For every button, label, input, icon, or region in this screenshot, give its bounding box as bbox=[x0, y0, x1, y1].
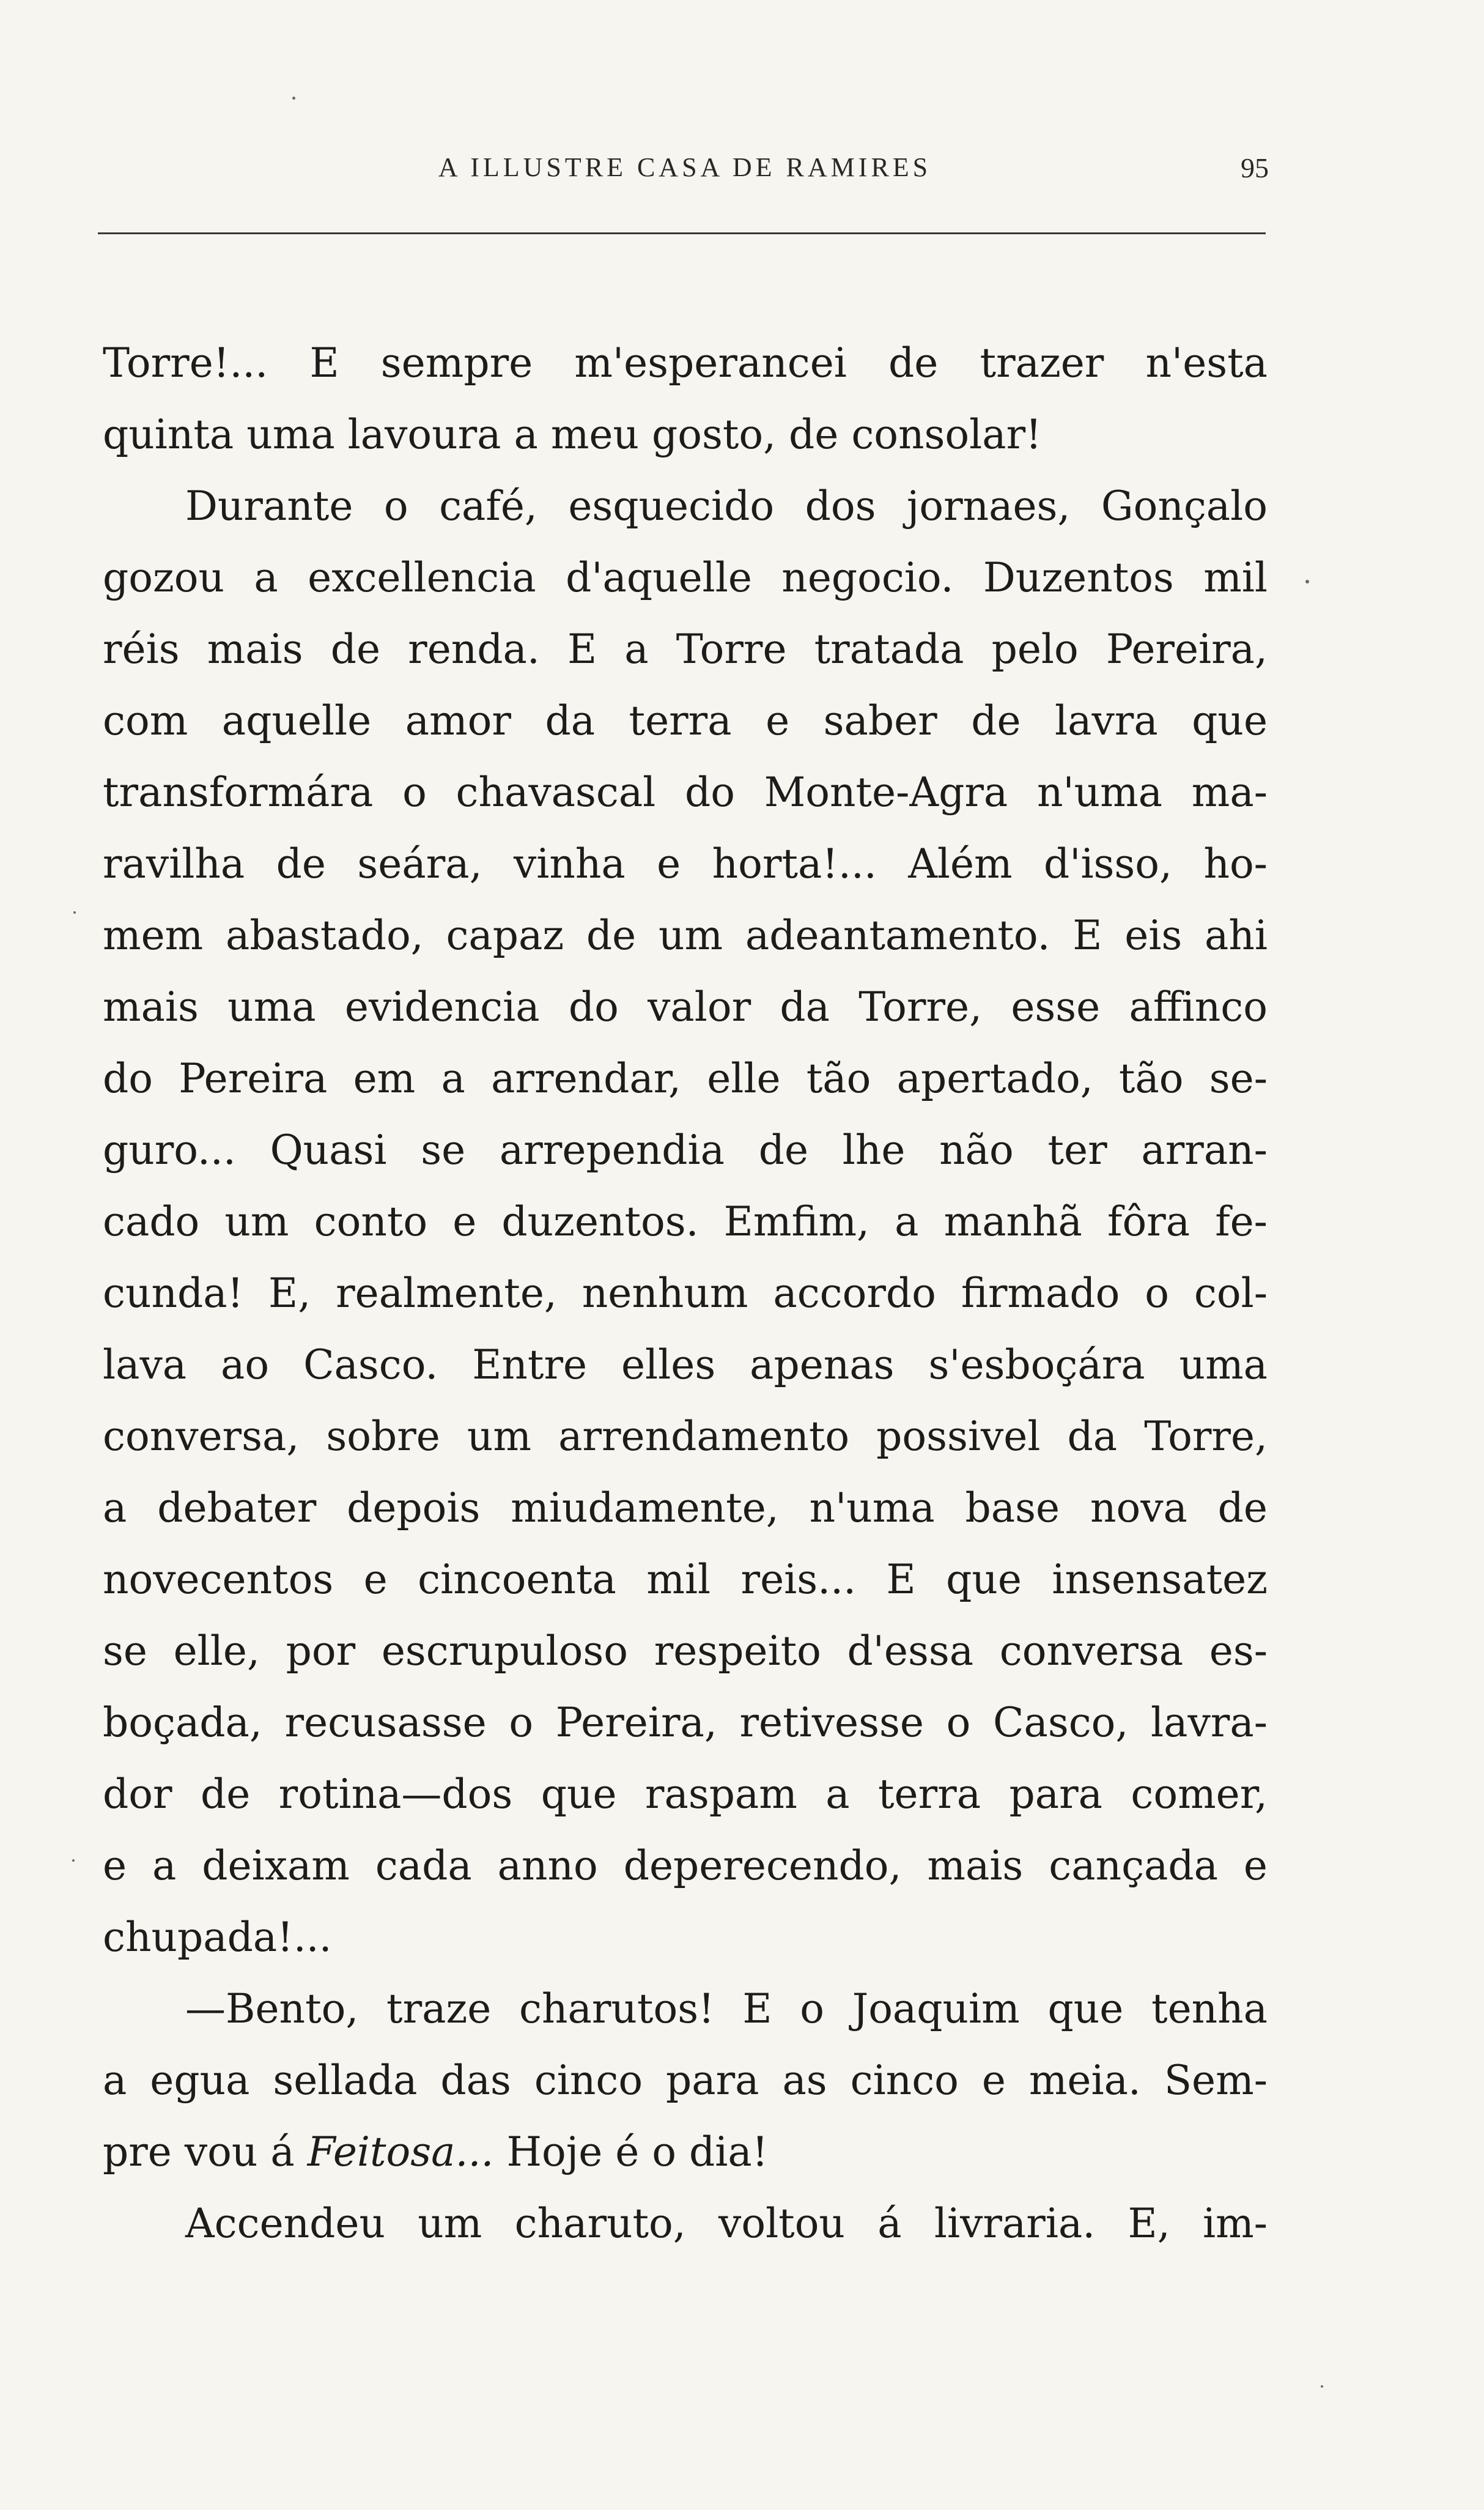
header-divider bbox=[98, 232, 1266, 234]
paragraph-start-line: —Bento, traze charutos! E o Joaquim que tenha bbox=[185, 1985, 1268, 2032]
running-title: A ILLUSTRE CASA DE RAMIRES bbox=[438, 152, 932, 182]
paper-speck bbox=[73, 911, 76, 914]
text-segment: pre vou á bbox=[103, 2128, 308, 2175]
body-text bbox=[103, 327, 1268, 2259]
page-number: 95 bbox=[1241, 152, 1269, 183]
text-line: transformára o chavascal do Monte-Agra n'uma ma- bbox=[103, 769, 1268, 816]
text-line: com aquelle amor da terra e saber de lavra que bbox=[103, 697, 1268, 744]
text-line: a debater depois miudamente, n'uma base nova de bbox=[103, 1484, 1268, 1531]
text-line: cado um conto e duzentos. Emfim, a manhã fôra fe- bbox=[103, 1198, 1268, 1245]
text-line-with-italic bbox=[103, 2116, 1268, 2188]
text-line: ravilha de seára, vinha e horta!... Além d'isso, ho- bbox=[103, 840, 1268, 887]
text-line: mais uma evidencia do valor da Torre, esse affinco bbox=[103, 983, 1268, 1031]
text-line: boçada, recusasse o Pereira, retivesse o Casco, lavra- bbox=[103, 1699, 1268, 1746]
paper-speck bbox=[1305, 580, 1309, 583]
text-line: se elle, por escrupuloso respeito d'essa conversa es- bbox=[103, 1627, 1268, 1675]
text-line: chupada!... bbox=[103, 1914, 332, 1961]
text-line: conversa, sobre um arrendamento possivel da Torre, bbox=[103, 1413, 1268, 1460]
text-line: lava ao Casco. Entre elles apenas s'esboçára uma bbox=[103, 1341, 1268, 1388]
running-header bbox=[104, 152, 1269, 194]
text-line: dor de rotina—dos que raspam a terra para comer, bbox=[103, 1771, 1268, 1818]
text-line: quinta uma lavoura a meu gosto, de consolar! bbox=[103, 411, 1042, 458]
paragraph-start-line: Accendeu um charuto, voltou á livraria. E, im- bbox=[185, 2200, 1268, 2247]
text-line: do Pereira em a arrendar, elle tão apertado, tão se- bbox=[103, 1055, 1268, 1102]
italic-place-name: Feitosa... bbox=[307, 2128, 494, 2175]
text-line: novecentos e cincoenta mil reis... E que insensatez bbox=[103, 1556, 1268, 1603]
paper-speck bbox=[72, 1859, 75, 1862]
text-line: réis mais de renda. E a Torre tratada pelo Pereira, bbox=[103, 626, 1268, 673]
text-segment: Hoje é o dia! bbox=[493, 2128, 769, 2175]
text-line: cunda! E, realmente, nenhum accordo firmado o col- bbox=[103, 1270, 1268, 1317]
paper-speck bbox=[292, 97, 295, 100]
paper-speck bbox=[1321, 2385, 1323, 2388]
text-line: a egua sellada das cinco para as cinco e meia. Sem- bbox=[103, 2057, 1268, 2104]
text-line: Torre!... E sempre m'esperancei de trazer n'esta bbox=[103, 339, 1268, 387]
text-line: gozou a excellencia d'aquelle negocio. Duzentos mil bbox=[103, 554, 1268, 601]
paragraph-start-line: Durante o café, esquecido dos jornaes, Gonçalo bbox=[185, 483, 1268, 530]
text-line: mem abastado, capaz de um adeantamento. E eis ahi bbox=[103, 912, 1268, 959]
text-line: e a deixam cada anno deperecendo, mais cançada e bbox=[103, 1842, 1268, 1889]
text-line: guro... Quasi se arrependia de lhe não ter arran- bbox=[103, 1127, 1268, 1174]
